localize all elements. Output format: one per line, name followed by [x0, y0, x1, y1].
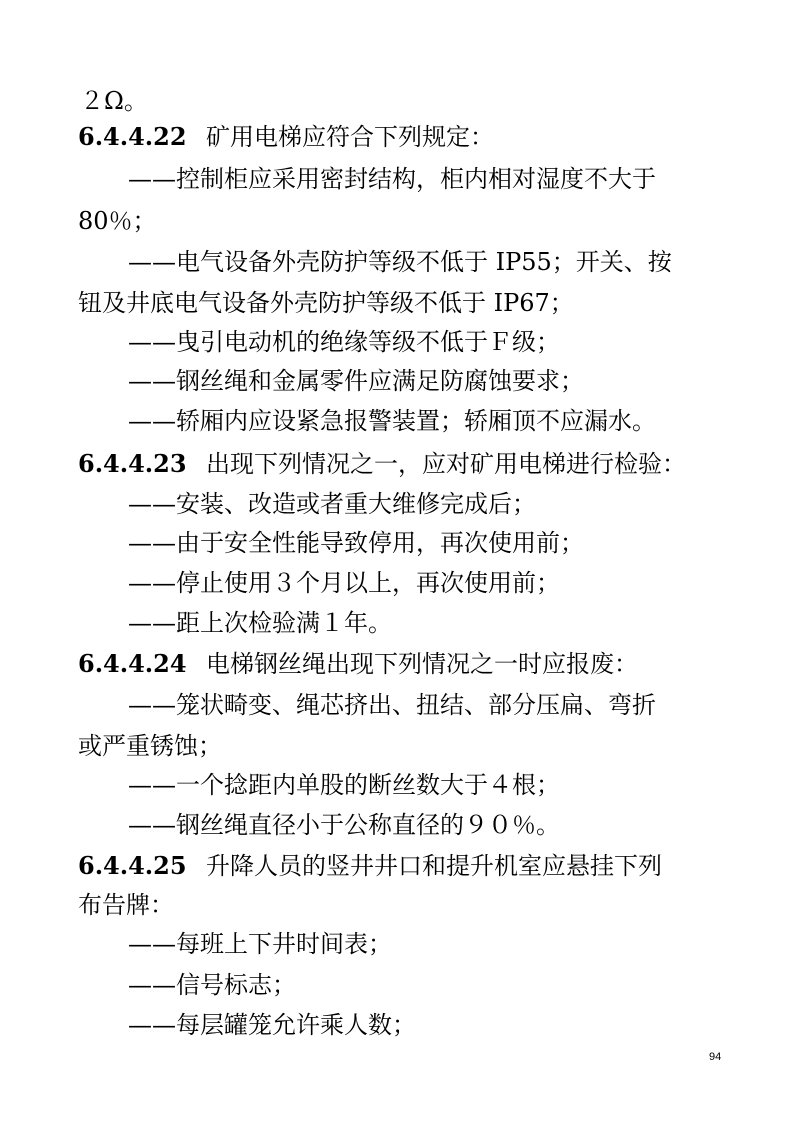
list-item: ——距上次检验满１年。 [128, 609, 392, 637]
page-number: 94 [709, 1051, 722, 1063]
clause-heading [78, 120, 728, 154]
list-item: ——停止使用３个月以上，再次使用前； [128, 569, 560, 597]
list-item: ——轿厢内应设紧急报警装置；轿厢顶不应漏水。 [128, 407, 656, 435]
text-line: 钮及井底电气设备外壳防护等级不低于 IP67； [78, 289, 574, 317]
text-line: 布告牌： [78, 891, 174, 919]
clause-number: 6.4.4.23 [78, 449, 187, 478]
clause-number: 6.4.4.22 [78, 122, 187, 151]
list-item: ——控制柜应采用密封结构，柜内相对湿度不大于 [128, 165, 656, 193]
list-item: ——钢丝绳和金属零件应满足防腐蚀要求； [128, 367, 584, 395]
clause-text: 升降人员的竖井井口和提升机室应悬挂下列 [206, 852, 662, 880]
clause-text: 矿用电梯应符合下列规定： [206, 123, 494, 151]
clause-heading [78, 849, 728, 883]
list-item: ——安装、改造或者重大维修完成后； [128, 490, 536, 518]
list-item: ——一个捻距内单股的断丝数大于４根； [128, 771, 560, 799]
clause-heading [78, 647, 728, 681]
list-item: ——每班上下井时间表； [128, 930, 392, 958]
list-item: ——钢丝绳直径小于公称直径的９０％。 [128, 811, 560, 839]
clause-heading [78, 447, 728, 481]
list-item: ——笼状畸变、绳芯挤出、扭结、部分压扁、弯折 [128, 691, 656, 719]
clause-text: 出现下列情况之一，应对矿用电梯进行检验： [206, 450, 686, 478]
text-line: ２Ω。 [80, 87, 148, 115]
list-item: ——每层罐笼允许乘人数； [128, 1011, 416, 1039]
clause-number: 6.4.4.25 [78, 851, 187, 880]
clause-text: 电梯钢丝绳出现下列情况之一时应报废： [206, 650, 638, 678]
list-item: ——信号标志； [128, 971, 296, 999]
text-line: 或严重锈蚀； [78, 732, 222, 760]
text-line: 80％； [78, 207, 157, 235]
list-item: ——由于安全性能导致停用，再次使用前； [128, 529, 584, 557]
list-item: ——曳引电动机的绝缘等级不低于Ｆ级； [128, 328, 560, 356]
clause-number: 6.4.4.24 [78, 649, 187, 678]
list-item: ——电气设备外壳防护等级不低于 IP55；开关、按 [128, 248, 672, 276]
